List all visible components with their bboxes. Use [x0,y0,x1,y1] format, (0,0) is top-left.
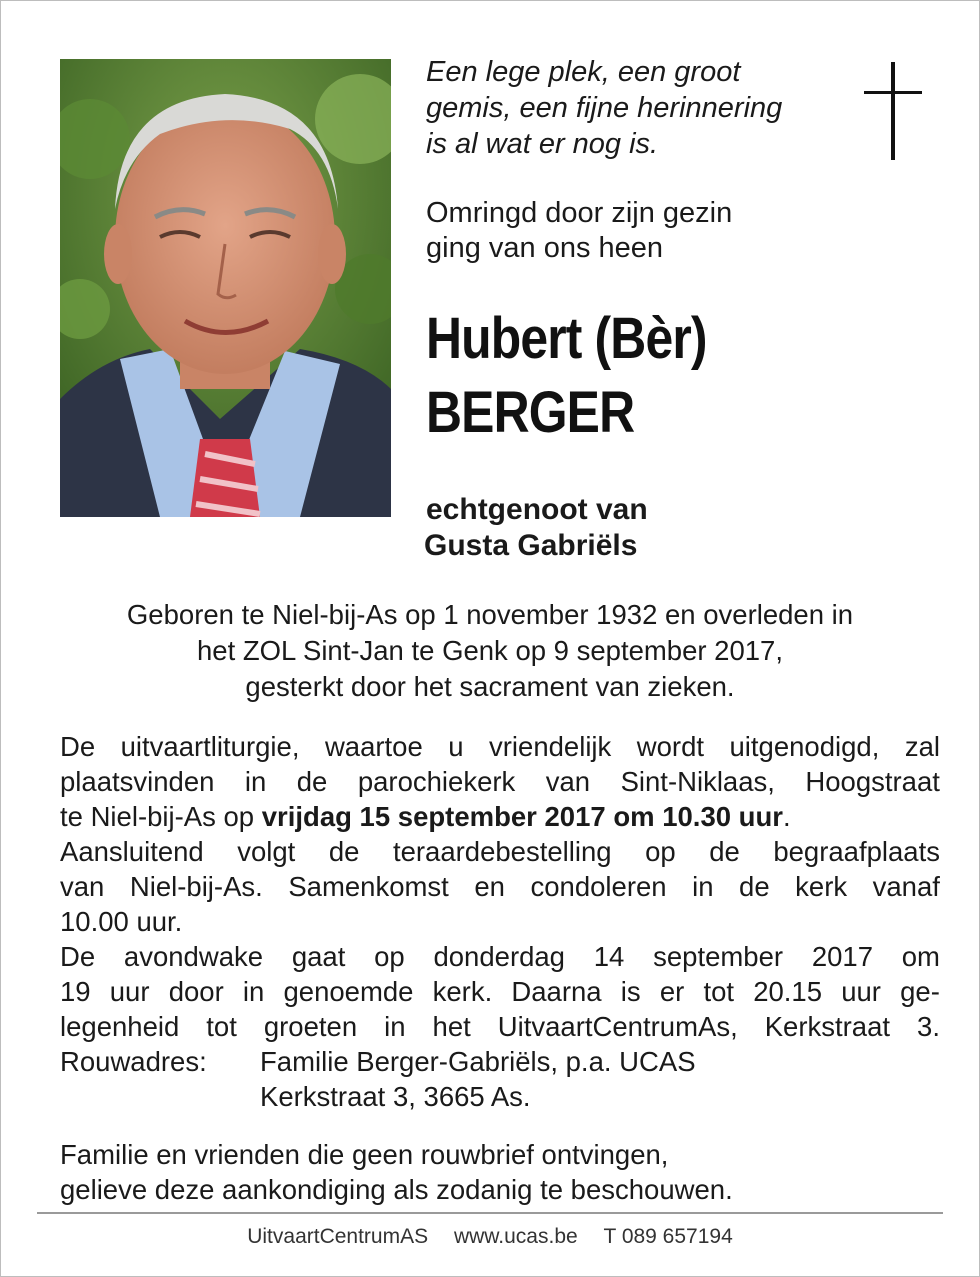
word: Samenkomst [288,871,449,902]
poem-line: is al wat er nog is. [426,128,659,160]
funeral-line-2 [60,764,940,799]
word: kerk [795,871,848,902]
word: uitgenodigd, [729,731,880,762]
word: om [901,941,940,972]
birth-line: het ZOL Sint-Jan te Genk op 9 september 2017, [197,635,783,666]
word: vriendelijk [489,731,612,762]
word: donderdag [433,941,565,972]
word: groeten [263,1011,358,1042]
spouse-relation: echtgenoot van [426,493,648,526]
funeral-line-1 [60,729,940,764]
word: De [60,731,96,762]
word: 2017 [811,941,873,972]
footer-website[interactable]: www.ucas.be [453,1225,578,1248]
address-line-1: Familie Berger-Gabriëls, p.a. UCAS [260,1046,696,1077]
word: Sint-Niklaas, [620,766,775,797]
word: de [296,766,328,797]
word: het [432,1011,471,1042]
funeral-date-time: vrijdag 15 september 2017 om 10.30 uur [261,801,783,832]
word: op [645,836,676,867]
funeral-line-6: 10.00 uur. [60,906,183,937]
word: van [60,871,105,902]
word: en [474,871,505,902]
word: op [374,941,405,972]
word: wordt [636,731,705,762]
word: in [244,766,267,797]
word: 19 [60,976,91,1007]
word: door [168,976,224,1007]
funeral-line-3-pre: te Niel-bij-As op [60,801,262,832]
funeral-line-3 [60,799,940,834]
word: parochiekerk [357,766,516,797]
word: 20.15 [753,976,823,1007]
word: uitvaartliturgie, [120,731,300,762]
wake-line-3 [60,1009,940,1044]
funeral-line-4 [60,834,940,869]
funeral-line-3-post: . [782,801,791,832]
closing-line: Familie en vrienden die geen rouwbrief ontvingen, [60,1139,669,1170]
mourning-address [60,1044,940,1079]
birth-line: Geboren te Niel-bij-As op 1 november 1932 en overleden in [126,599,854,630]
word: Aansluitend [60,836,204,867]
word: 14 [593,941,625,972]
closing-note [60,1137,940,1207]
funeral-line-5 [60,869,940,904]
deceased-name [426,302,873,450]
intro-line: Omringd door zijn gezin [426,197,733,229]
wake-line-1 [60,939,940,974]
word: condoleren [530,871,667,902]
footer-company: UitvaartCentrumAS [247,1225,429,1248]
word: Niel-bij-As. [129,871,263,902]
word: ge- [900,976,940,1007]
word: vanaf [872,871,940,902]
wake-line-2 [60,974,940,1009]
word: zal [904,731,940,762]
word: kerk. [432,976,493,1007]
word: legenheid [60,1011,180,1042]
word: tot [703,976,735,1007]
word: uur [841,976,881,1007]
word: Hoogstraat [805,766,940,797]
word: Kerkstraat [764,1011,891,1042]
word: uur [109,976,150,1007]
word: in [242,976,265,1007]
footer [0,1224,980,1250]
word: is [620,976,641,1007]
word: er [659,976,685,1007]
footer-divider [37,1212,943,1214]
footer-phone: T 089 657194 [603,1225,733,1248]
spouse-name: Gusta Gabriëls [424,529,638,562]
word: begraafplaats [773,836,940,867]
word: De [60,941,96,972]
poem-line: gemis, een fijne herinnering [426,92,783,124]
word: de [709,836,740,867]
word: UitvaartCentrumAs, [497,1011,738,1042]
word: 3. [917,1011,940,1042]
cross-icon [864,62,922,160]
birth-death-info [40,597,940,705]
word: teraardebestelling [392,836,612,867]
word: waartoe [324,731,423,762]
birth-line: gesterkt door het sacrament van zieken. [245,671,735,702]
word: in [692,871,714,902]
word: plaatsvinden [60,766,215,797]
address-label: Rouwadres: [60,1046,207,1077]
poem-line: Een lege plek, een groot [426,56,741,88]
spouse-info [426,492,846,564]
intro-line: ging van ons heen [426,232,664,264]
address-line-2: Kerkstraat 3, 3665 As. [260,1081,531,1112]
word: u [448,731,464,762]
portrait-photo [60,59,391,517]
word: volgt [237,836,296,867]
first-name: Hubert (Bèr) [426,306,707,371]
intro-text [426,196,846,266]
word: in [384,1011,406,1042]
word: tot [206,1011,237,1042]
memorial-poem [426,54,846,162]
word: de [328,836,360,867]
word: van [545,766,591,797]
last-name: BERGER [426,380,635,445]
word: september [653,941,784,972]
word: Daarna [511,976,602,1007]
closing-line: gelieve deze aankondiging als zodanig te beschouwen. [60,1174,733,1205]
word: avondwake [123,941,264,972]
ceremony-details [60,729,940,1114]
word: de [739,871,770,902]
word: genoemde [283,976,414,1007]
word: gaat [291,941,346,972]
